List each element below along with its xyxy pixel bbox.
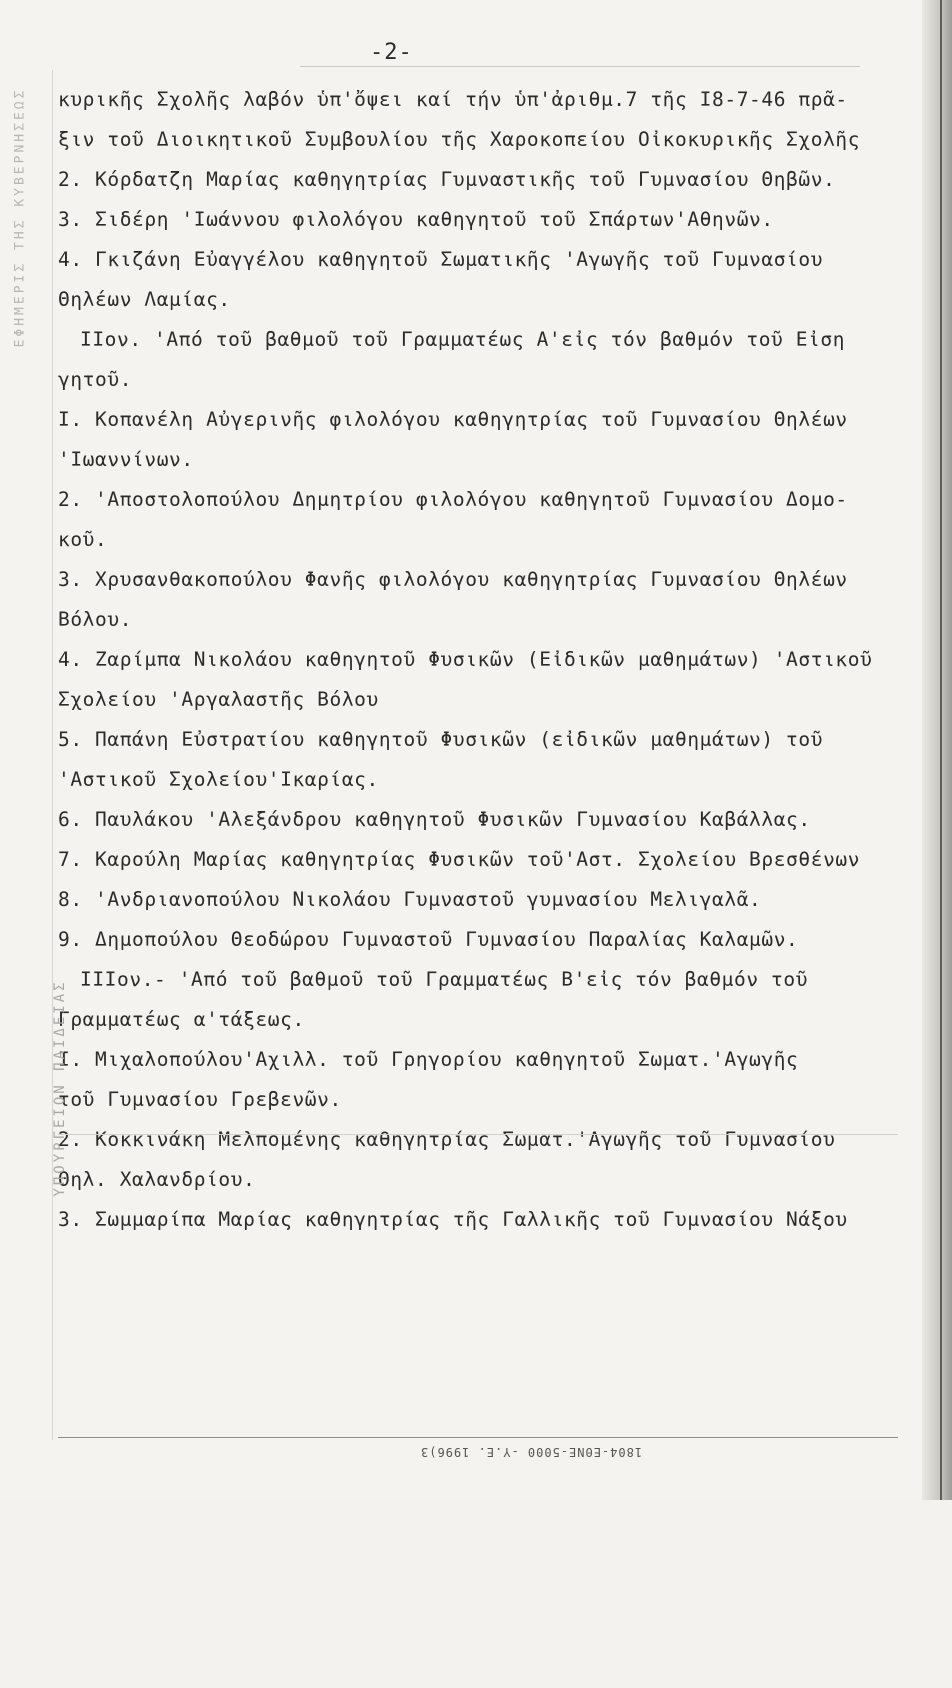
text-line: 2. Κόρδατζη Μαρίας καθηγητρίας Γυμναστικῆς τοῦ Γυμνασίου Θηβῶν.: [58, 168, 836, 191]
underline-rule: [58, 1134, 898, 1135]
text-line: 3. Σιδέρη 'Ιωάννου φιλολόγου καθηγητοῦ τοῦ Σπάρτων'Αθηνῶν.: [58, 208, 774, 231]
document-body: [58, 86, 906, 1246]
text-line: κοῦ.: [58, 528, 108, 551]
text-line: Ι. Μιχαλοπούλου'Αχιλλ. τοῦ Γρηγορίου καθηγητοῦ Σωματ.'Αγωγῆς: [58, 1048, 799, 1071]
text-line: κυρικῆς Σχολῆς λαβόν ὑπ'ὄψει καί τήν ὑπ'ἀριθμ.7 τῆς Ι8-7-46 πρᾶ-: [58, 88, 848, 111]
text-line: Θηλέων Λαμίας.: [58, 288, 231, 311]
printer-imprint: 1804-ΕΘΝΕ-5000 -Υ.Ε. 1996)3: [420, 1445, 643, 1459]
text-line: 6. Παυλάκου 'Αλεξάνδρου καθηγητοῦ Φυσικῶν Γυμνασίου Καβάλλας.: [58, 808, 811, 831]
text-line: 2. Κοκκινάκη Μελπομένης καθηγητρίας Σωματ.'Αγωγῆς τοῦ Γυμνασίου: [58, 1128, 836, 1151]
text-line: Γραμματέως α'τάξεως.: [58, 1008, 305, 1031]
page-number: -2-: [370, 40, 413, 65]
text-line: 8. 'Ανδριανοπούλου Νικολάου Γυμναστοῦ γυμνασίου Μελιγαλᾶ.: [58, 888, 762, 911]
top-rule: [300, 66, 860, 67]
text-line: ξιν τοῦ Διοικητικοῦ Συμβουλίου τῆς Χαροκοπείου Οἰκοκυρικῆς Σχολῆς: [58, 128, 861, 151]
text-line: 'Αστικοῦ Σχολείου'Ικαρίας.: [58, 768, 379, 791]
text-line: τοῦ Γυμνασίου Γρεβενῶν.: [58, 1088, 342, 1111]
text-line: 3. Σωμμαρίπα Μαρίας καθηγητρίας τῆς Γαλλικῆς τοῦ Γυμνασίου Νάξου: [58, 1208, 848, 1231]
text-line: 5. Παπάνη Εὐστρατίου καθηγητοῦ Φυσικῶν (εἰδικῶν μαθημάτων) τοῦ: [58, 728, 824, 751]
binding-edge: [940, 0, 942, 1500]
section-heading: ΙΙΙον.- 'Από τοῦ βαθμοῦ τοῦ Γραμματέως Β'εἰς τόν βαθμόν τοῦ: [80, 968, 809, 991]
side-stamp-top: ΕΦΗΜΕΡΙΣ ΤΗΣ ΚΥΒΕΡΝΗΣΕΩΣ: [12, 87, 28, 348]
bottom-rule: [58, 1437, 898, 1438]
text-line: 2. 'Αποστολοπούλου Δημητρίου φιλολόγου καθηγητοῦ Γυμνασίου Δομο-: [58, 488, 848, 511]
text-line: 7. Καρούλη Μαρίας καθηγητρίας Φυσικῶν τοῦ'Αστ. Σχολείου Βρεσθένων: [58, 848, 861, 871]
text-line: Ι. Κοπανέλη Αὐγερινῆς φιλολόγου καθηγητρίας τοῦ Γυμνασίου Θηλέων: [58, 408, 848, 431]
section-heading: ΙΙον. 'Από τοῦ βαθμοῦ τοῦ Γραμματέως Α'εἰς τόν βαθμόν τοῦ Εἰση: [80, 328, 846, 351]
text-line: 'Ιωαννίνων.: [58, 448, 194, 471]
text-line: 4. Γκιζάνη Εὐαγγέλου καθηγητοῦ Σωματικῆς 'Αγωγῆς τοῦ Γυμνασίου: [58, 248, 824, 271]
text-line: Σχολείου 'Αργαλαστῆς Βόλου: [58, 688, 379, 711]
text-line: 9. Δημοπούλου Θεοδώρου Γυμναστοῦ Γυμνασίου Παραλίας Καλαμῶν.: [58, 928, 799, 951]
text-line: Βόλου.: [58, 608, 133, 631]
side-stamp: ΥΠΟΥΡΓΕΙΟΝ ΠΑΙΔΕΙΑΣ: [52, 979, 68, 1197]
text-line: γητοῦ.: [58, 368, 133, 391]
text-line: 4. Ζαρίμπα Νικολάου καθηγητοῦ Φυσικῶν (Εἰδικῶν μαθημάτων) 'Αστικοῦ: [58, 648, 873, 671]
text-line: Θηλ. Χαλανδρίου.: [58, 1168, 256, 1191]
text-line: 3. Χρυσανθακοπούλου Φανῆς φιλολόγου καθηγητρίας Γυμνασίου Θηλέων: [58, 568, 848, 591]
page-edge-shadow: [922, 0, 952, 1500]
